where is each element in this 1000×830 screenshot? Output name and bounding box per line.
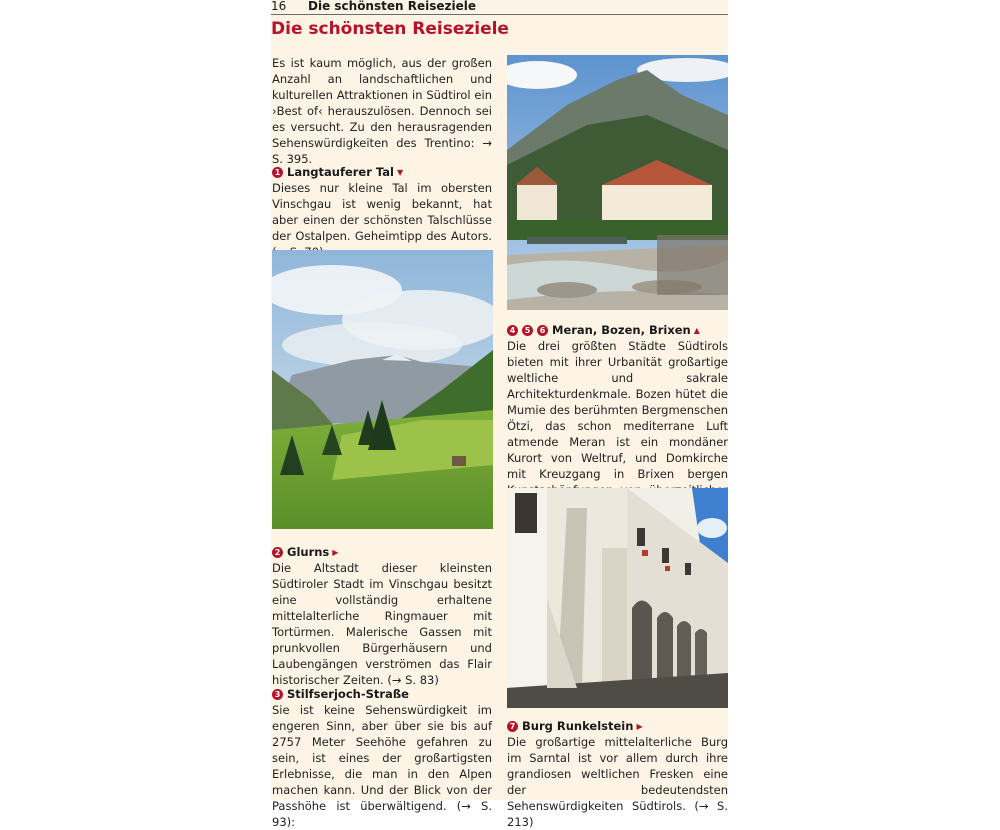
photo-meran (507, 55, 728, 310)
number-badge: 7 (507, 721, 518, 732)
number-badge: 5 (522, 325, 533, 336)
direction-marker-icon: ▲ (693, 326, 700, 335)
direction-marker-icon: ▼ (396, 168, 404, 177)
entry-heading-glurns (272, 544, 338, 561)
entry-heading-burg-runkelstein (507, 718, 643, 735)
entry-heading-langtauferer-tal (272, 164, 403, 181)
number-badge: 6 (537, 325, 548, 336)
intro-paragraph: Es ist kaum möglich, aus der großen Anzahl an landschaftlichen und kulturellen Attraktionen in Südtirol ein ›Best of‹ herauszulösen. Dennoch sei es versucht. Zu den herausragenden Sehenswürdigkeiten des Trentino: → S. 395. (272, 56, 492, 166)
page-title: Die schönsten Reiseziele (271, 19, 509, 39)
entry-title: Glurns (287, 545, 330, 559)
direction-marker-icon: ▶ (636, 722, 643, 731)
entry-heading-stilfserjoch (272, 686, 409, 702)
number-badge: 4 (507, 325, 518, 336)
number-badge: 2 (272, 547, 283, 558)
entry-title: Langtauferer Tal (287, 165, 394, 179)
page-number: 16 (271, 0, 287, 13)
entry-text-meran-bozen-brixen: Die drei größten Städte Südtirols bieten mit ihrer Urbanität großartige weltliche und sakrale Architekturdenkmale. Bozen hütet die Mumie des berühmten Bergmenschen Ötzi, das schon mediterrane Luft atmende Meran ist ein mondäner Kurort von Weltruf, und Domkirche mit Kreuzgang in Brixen bergen (507, 339, 728, 481)
entry-title: Stilfserjoch-Straße (287, 687, 409, 701)
entry-text-langtauferer-tal: Dieses nur kleine Tal im obersten Vinschgau ist wenig bekannt, hat aber einen der schönsten Talschlüsse der Ostalpen. Geheimtipp des Autors. (272, 181, 492, 243)
entry-text-stilfserjoch: Sie ist keine Sehenswürdigkeit im engeren Sinn, aber über sie bis auf 2757 Meter Seehöhe gefahren zu sein, ist eines der großartigsten Erlebnisse, die man in den Alpen machen kann. Und der Blick von der Passhöhe ist überwältigend. (→ S. 93): (272, 703, 492, 829)
running-head (271, 0, 728, 15)
number-badge: 1 (272, 167, 283, 178)
entry-text-glurns: Die Altstadt dieser kleinsten Südtiroler Stadt im Vinschgau besitzt eine vollständig erhaltene mittelalterliche Ringmauer mit Tortürmen. Malerische Gassen mit prunkvollen Bürgerhäusern und Laubengängen verströmen das Flair historischer Zeiten. (→ S. 83) (272, 561, 492, 687)
photo-langtauferer-tal (272, 250, 493, 529)
number-badge: 3 (272, 689, 283, 700)
running-head-title: Die schönsten Reiseziele (308, 0, 476, 13)
entry-title: Burg Runkelstein (522, 719, 634, 733)
direction-marker-icon: ▶ (332, 548, 339, 557)
entry-title: Meran, Bozen, Brixen (552, 323, 691, 337)
entry-text-burg-runkelstein: Die großartige mittelalterliche Burg im Sarntal ist vor allem durch ihre grandiosen weltlichen Fresken eine der bedeutendsten Sehenswürdigkeiten Südtirols. (→ S. 213) (507, 735, 728, 829)
entry-heading-meran-bozen-brixen (507, 322, 700, 339)
photo-glurns (507, 488, 728, 708)
